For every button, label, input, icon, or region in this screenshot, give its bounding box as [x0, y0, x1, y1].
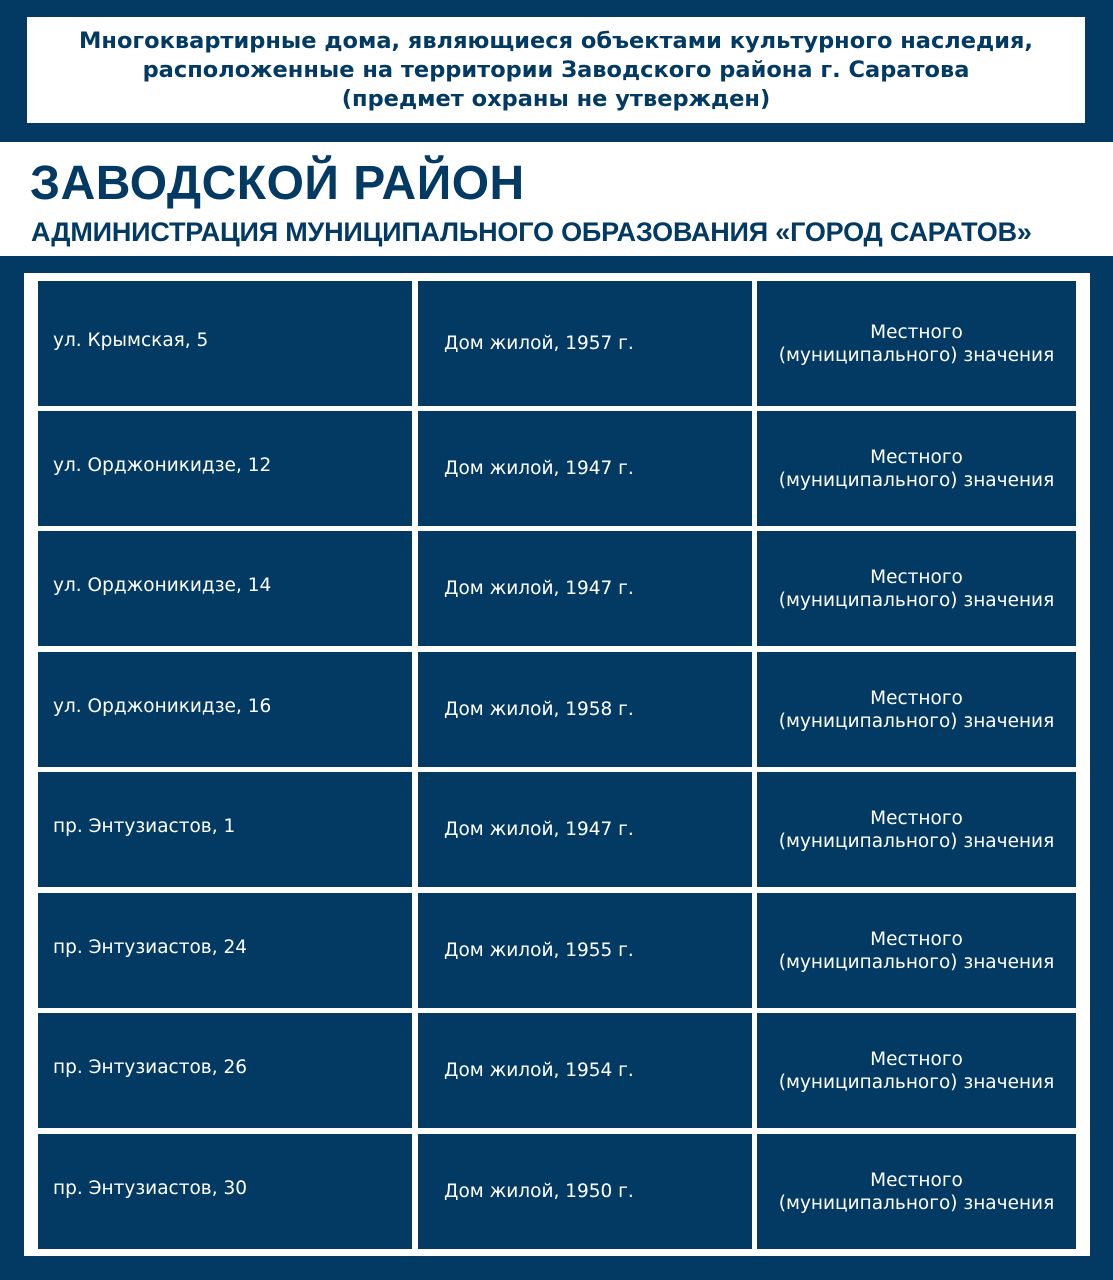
- address: пр. Энтузиастов, 24: [53, 937, 248, 958]
- significance-line: (муниципального) значения: [778, 830, 1055, 852]
- address: пр. Энтузиастов, 26: [53, 1057, 248, 1078]
- significance-cell: [757, 652, 1076, 767]
- significance-cell: [757, 1134, 1076, 1249]
- significance-line: Местного: [870, 807, 963, 829]
- address: ул. Орджоникидзе, 16: [53, 696, 272, 717]
- header-box: [27, 17, 1085, 123]
- object-cell: [418, 411, 752, 526]
- significance-cell: [757, 531, 1076, 646]
- object-name: Дом жилой, 1954 г.: [444, 1060, 634, 1081]
- address-cell: [38, 1013, 412, 1128]
- header-line: (предмет охраны не утвержден): [341, 85, 771, 112]
- significance-line: Местного: [870, 446, 963, 468]
- significance-line: (муниципального) значения: [778, 469, 1055, 491]
- address: ул. Орджоникидзе, 12: [53, 455, 272, 476]
- object-name: Дом жилой, 1957 г.: [444, 333, 634, 354]
- address-cell: [38, 281, 412, 406]
- object-name: Дом жилой, 1950 г.: [444, 1181, 634, 1202]
- significance-line: (муниципального) значения: [778, 344, 1055, 366]
- address-cell: [38, 531, 412, 646]
- object-cell: [418, 1134, 752, 1249]
- object-name: Дом жилой, 1955 г.: [444, 940, 634, 961]
- header-line: расположенные на территории Заводского района г. Саратова: [142, 56, 970, 83]
- address-cell: [38, 652, 412, 767]
- significance-line: (муниципального) значения: [778, 710, 1055, 732]
- address: пр. Энтузиастов, 1: [53, 816, 236, 837]
- object-cell: [418, 281, 752, 406]
- significance-line: (муниципального) значения: [778, 1192, 1055, 1214]
- object-name: Дом жилой, 1947 г.: [444, 819, 634, 840]
- significance-line: (муниципального) значения: [778, 589, 1055, 611]
- significance-line: Местного: [870, 1048, 963, 1070]
- significance-cell: [757, 893, 1076, 1008]
- header-line: Многоквартирные дома, являющиеся объектами культурного наследия,: [79, 27, 1033, 54]
- object-cell: [418, 652, 752, 767]
- district-title: ЗАВОДСКОЙ РАЙОН: [30, 157, 525, 210]
- significance-line: (муниципального) значения: [778, 1071, 1055, 1093]
- address-cell: [38, 772, 412, 887]
- significance-cell: [757, 281, 1076, 406]
- object-cell: [418, 531, 752, 646]
- address-cell: [38, 893, 412, 1008]
- address: ул. Орджоникидзе, 14: [53, 575, 272, 596]
- object-cell: [418, 893, 752, 1008]
- object-name: Дом жилой, 1947 г.: [444, 578, 634, 599]
- admin-subtitle: АДМИНИСТРАЦИЯ МУНИЦИПАЛЬНОГО ОБРАЗОВАНИЯ «ГОРОД САРАТОВ»: [31, 217, 1032, 247]
- significance-cell: [757, 1013, 1076, 1128]
- object-name: Дом жилой, 1958 г.: [444, 699, 634, 720]
- object-name: Дом жилой, 1947 г.: [444, 458, 634, 479]
- significance-cell: [757, 772, 1076, 887]
- significance-line: (муниципального) значения: [778, 951, 1055, 973]
- address: ул. Крымская, 5: [53, 330, 209, 351]
- significance-line: Местного: [870, 321, 963, 343]
- address-cell: [38, 1134, 412, 1249]
- object-cell: [418, 772, 752, 887]
- address-cell: [38, 411, 412, 526]
- significance-line: Местного: [870, 687, 963, 709]
- significance-line: Местного: [870, 1169, 963, 1191]
- significance-cell: [757, 411, 1076, 526]
- significance-line: Местного: [870, 928, 963, 950]
- object-cell: [418, 1013, 752, 1128]
- address: пр. Энтузиастов, 30: [53, 1178, 248, 1199]
- significance-line: Местного: [870, 566, 963, 588]
